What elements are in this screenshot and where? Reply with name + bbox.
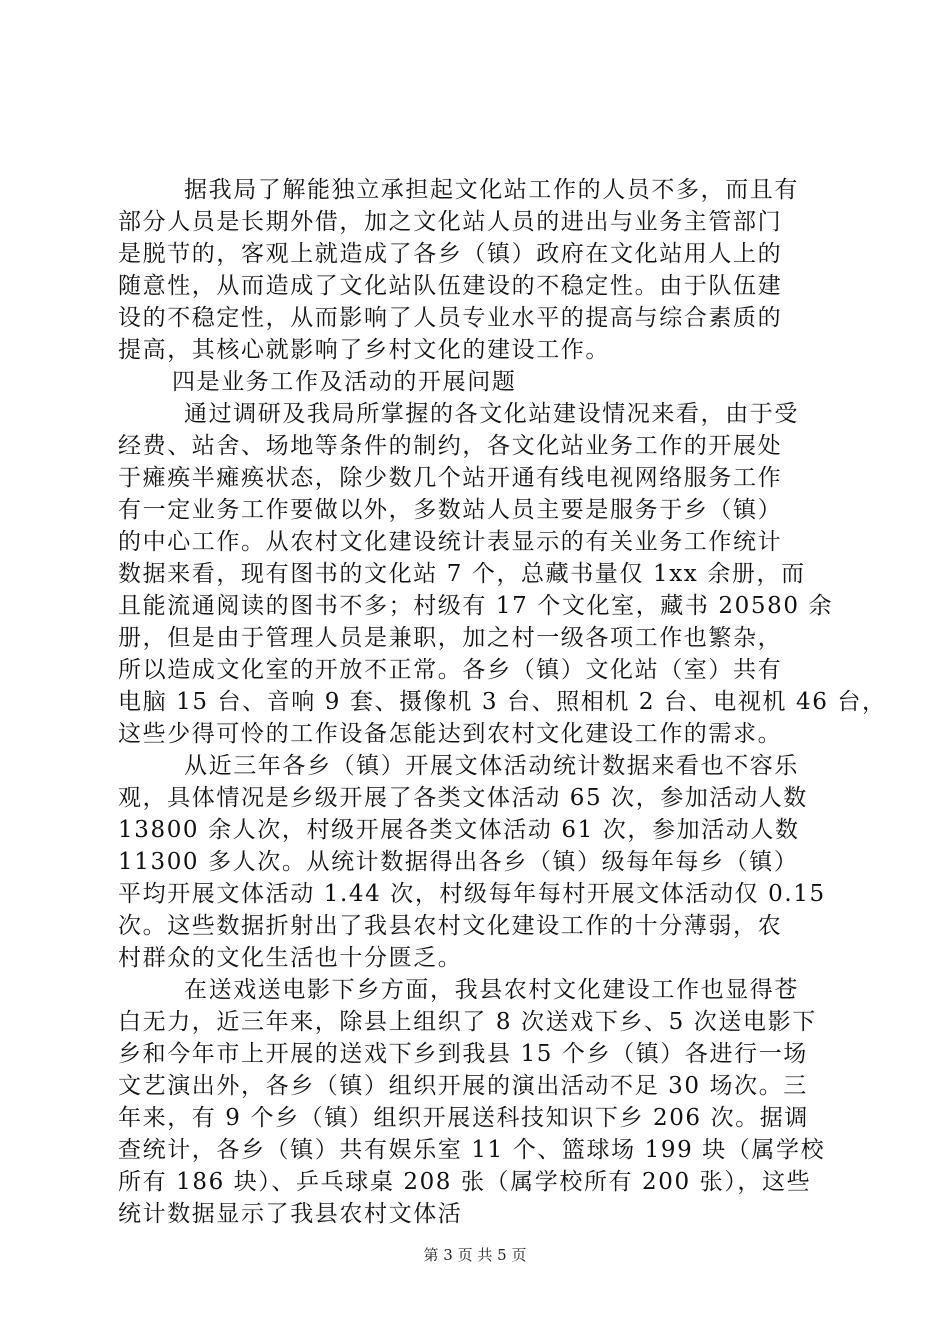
paragraph-line: 且能流通阅读的图书不多；村级有 17 个文化室，藏书 20580 余 <box>118 593 834 619</box>
paragraph-line: 提高，其核心就影响了乡村文化的建设工作。 <box>118 337 610 363</box>
paragraph-line: 册，但是由于管理人员是兼职，加之村一级各项工作也繁杂， <box>118 625 783 651</box>
paragraph-line: 从近三年各乡（镇）开展文体活动统计数据来看也不容乐 <box>184 753 799 779</box>
paragraph-line: 随意性，从而造成了文化站队伍建设的不稳定性。由于队伍建 <box>118 273 783 299</box>
paragraph-line: 的中心工作。从农村文化建设统计表显示的有关业务工作统计 <box>118 529 783 555</box>
paragraph-line: 村群众的文化生活也十分匮乏。 <box>118 945 463 971</box>
document-body <box>118 174 887 1230</box>
paragraph-line: 据我局了解能独立承担起文化站工作的人员不多，而且有 <box>184 177 799 203</box>
paragraph-line: 11300 多人次。从统计数据得出各乡（镇）级每年每乡（镇） <box>118 849 799 875</box>
paragraph-line: 统计数据显示了我县农村文体活 <box>118 1201 463 1227</box>
paragraph-line: 在送戏送电影下乡方面，我县农村文化建设工作也显得苍 <box>184 977 799 1003</box>
paragraph-line: 这些少得可怜的工作设备怎能达到农村文化建设工作的需求。 <box>118 721 783 747</box>
paragraph-line: 通过调研及我局所掌握的各文化站建设情况来看，由于受 <box>184 401 799 427</box>
paragraph-line: 次。这些数据折射出了我县农村文化建设工作的十分薄弱，农 <box>118 913 783 939</box>
section-heading: 四是业务工作及活动的开展问题 <box>172 369 517 395</box>
paragraph-line: 平均开展文体活动 1.44 次，村级每年每村开展文体活动仅 0.15 <box>118 881 826 907</box>
paragraph-line: 白无力，近三年来，除县上组织了 8 次送戏下乡、5 次送电影下 <box>118 1009 817 1035</box>
paragraph-line: 于瘫痪半瘫痪状态，除少数几个站开通有线电视网络服务工作 <box>118 465 783 491</box>
paragraph-line: 乡和今年市上开展的送戏下乡到我县 15 个乡（镇）各进行一场 <box>118 1041 808 1067</box>
paragraph-line: 观，具体情况是乡级开展了各类文体活动 65 次，参加活动人数 <box>118 785 808 811</box>
paragraph-line: 经费、站舍、场地等条件的制约，各文化站业务工作的开展处 <box>118 433 783 459</box>
paragraph-line: 部分人员是长期外借，加之文化站人员的进出与业务主管部门 <box>118 209 783 235</box>
paragraph-line: 电脑 15 台、音响 9 套、摄像机 3 台、照相机 2 台、电视机 46 台， <box>118 689 887 715</box>
paragraph-line: 年来，有 9 个乡（镇）组织开展送科技知识下乡 206 次。据调 <box>118 1105 809 1131</box>
paragraph-line: 13800 余人次，村级开展各类文体活动 61 次，参加活动人数 <box>118 817 800 843</box>
paragraph-line: 所以造成文化室的开放不正常。各乡（镇）文化站（室）共有 <box>118 657 783 683</box>
paragraph-line: 数据来看，现有图书的文化站 7 个，总藏书量仅 1xx 余册，而 <box>118 561 806 587</box>
page-number-label: 第 3 页 共 5 页 <box>423 1246 527 1264</box>
paragraph-line: 所有 186 块）、乒乓球桌 208 张（属学校所有 200 张），这些 <box>118 1169 812 1195</box>
paragraph-line: 查统计，各乡（镇）共有娱乐室 11 个、篮球场 199 块（属学校 <box>118 1137 826 1163</box>
paragraph-line: 文艺演出外，各乡（镇）组织开展的演出活动不足 30 场次。三 <box>118 1073 808 1099</box>
paragraph-line: 是脱节的，客观上就造成了各乡（镇）政府在文化站用人上的 <box>118 241 783 267</box>
page-footer <box>0 1245 950 1265</box>
paragraph-line: 设的不稳定性，从而影响了人员专业水平的提高与综合素质的 <box>118 305 783 331</box>
paragraph-line: 有一定业务工作要做以外，多数站人员主要是服务于乡（镇） <box>118 497 783 523</box>
